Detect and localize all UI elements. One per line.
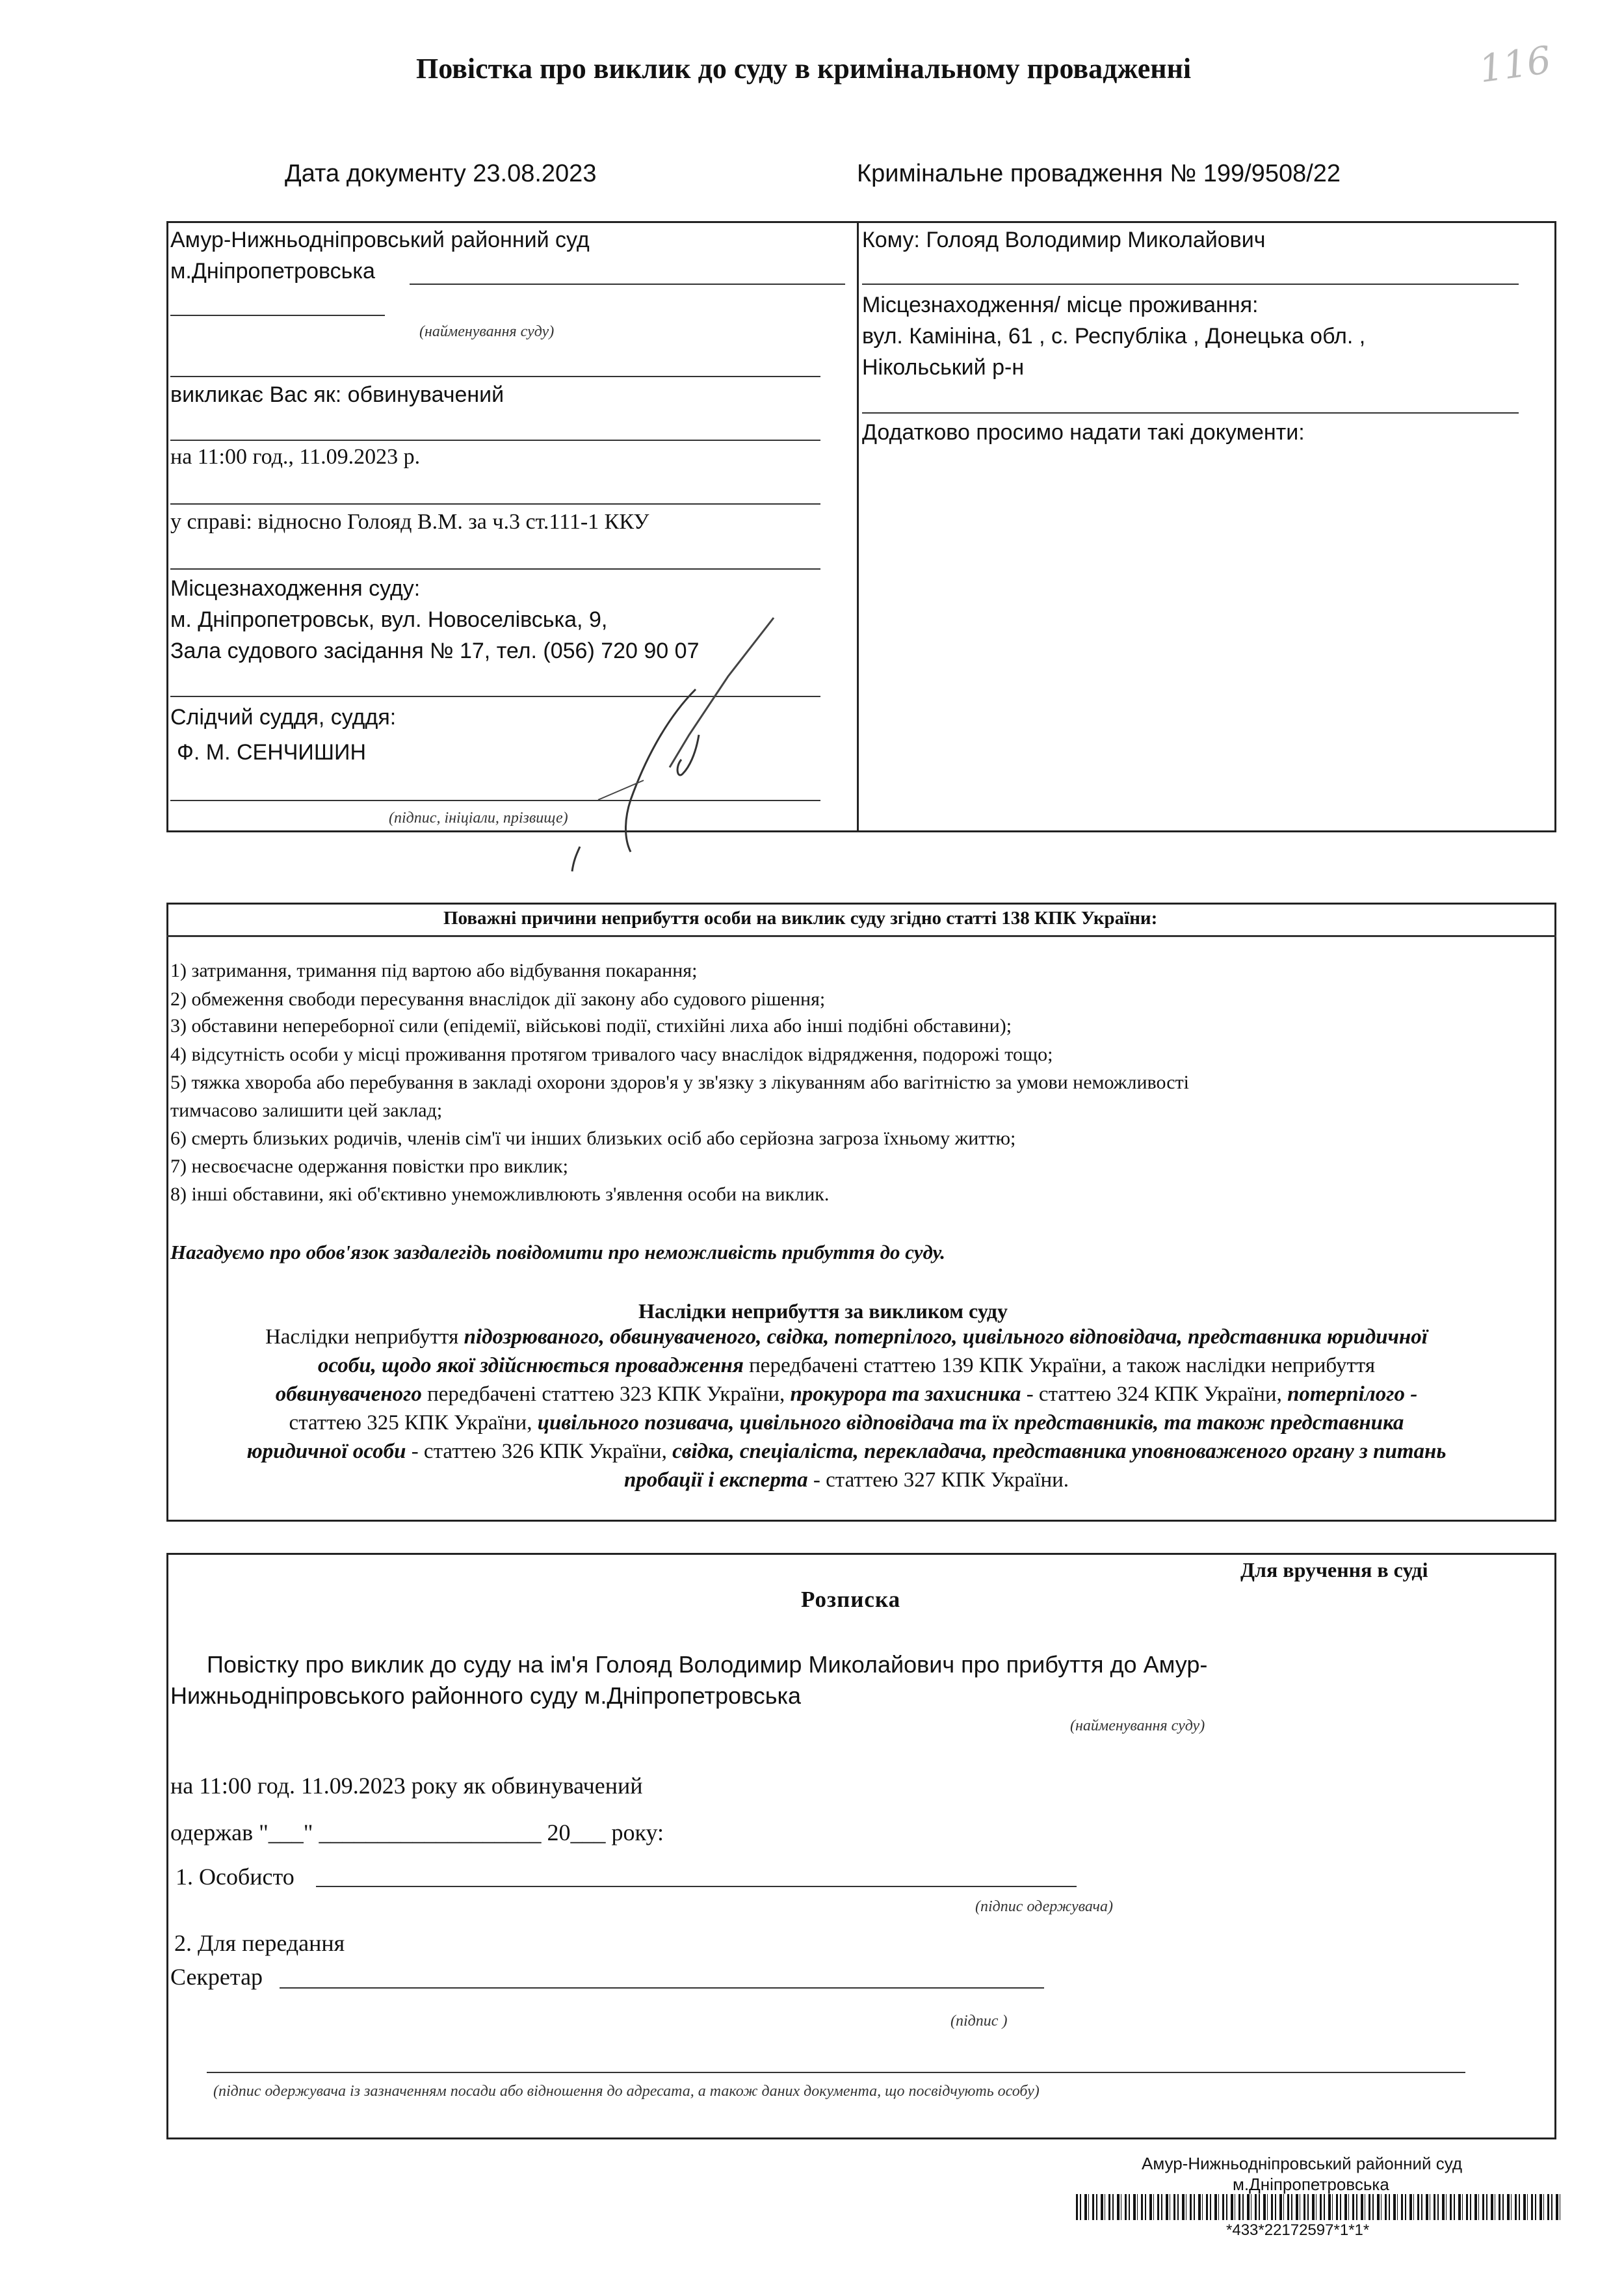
court-location-label: Місцезнаходження суду: [170, 576, 421, 601]
judge-label: Слідчий суддя, суддя: [170, 705, 397, 730]
reason-item-5: 5) тяжка хвороба або перебування в закладі охорони здоров'я у зв'язку з лікуванням або вагітністю за умови неможливості [170, 1072, 1189, 1093]
recipient-address-label: Місцезнаходження/ місце проживання: [862, 293, 1259, 317]
recipient-name: Кому: Голояд Володимир Миколайович [862, 228, 1266, 252]
consequences-prosecutor: прокурора та захисника [790, 1383, 1021, 1406]
receipt-datetime: на 11:00 год. 11.09.2023 року як обвинувачений [170, 1773, 643, 1799]
consequences-line-4 [170, 1412, 1523, 1434]
consequences-text: Наслідки неприбуття [265, 1325, 464, 1349]
secretary-signature-line [280, 1987, 1044, 1989]
recipient-address: вул. Камініна, 61 , с. Республіка , Донецька обл. , [862, 324, 1366, 349]
reason-item-1: 1) затримання, тримання під вартою або відбування покарання; [170, 960, 698, 981]
consequences-legal-person: юридичної особи [246, 1440, 406, 1463]
consequences-probation: пробації і експерта [623, 1468, 808, 1492]
summons-role: викликає Вас як: обвинувачений [170, 382, 504, 407]
panel-divider [857, 221, 859, 832]
secretary-signature-caption: (підпис ) [950, 2013, 1008, 2030]
judge-name: Ф. М. СЕНЧИШИН [177, 740, 366, 765]
stamp-court-name: Амур-Нижньодніпровський районний суд [1142, 2154, 1463, 2173]
consequences-line-1 [170, 1327, 1523, 1348]
court-address: м. Дніпропетровськ, вул. Новоселівська, 9, [170, 607, 608, 632]
recipient-line [862, 284, 1519, 285]
reason-item-6: 6) смерть близьких родичів, членів сім'ї чи інших близьких осіб або серйозна загроза їхньому життю; [170, 1128, 1016, 1149]
consequences-article-325: статтею 325 КПК України, [289, 1411, 538, 1435]
reason-item-8: 8) інші обставини, які об'єктивно унеможливлюють з'явлення особи на виклик. [170, 1184, 830, 1205]
reason-item-3: 3) обставини непереборної сили (епідемії, військові події, стихійні лиха або інші подібні обставини); [170, 1015, 1012, 1037]
consequences-accused: обвинуваченого [275, 1383, 422, 1406]
case-description: у справі: відносно Голояд В.М. за ч.3 ст.111-1 ККУ [170, 510, 649, 534]
hearing-datetime: на 11:00 год., 11.09.2023 р. [170, 445, 421, 469]
barcode-number: *433*22172597*1*1* [1226, 2221, 1370, 2239]
proceeding-number: Кримінальне провадження № 199/9508/22 [857, 160, 1341, 187]
reason-item-5-cont: тимчасово залишити цей заклад; [170, 1100, 443, 1121]
court-caption-line [170, 376, 820, 377]
receipt-secretary: Секретар [170, 1964, 263, 1990]
case-line [170, 568, 820, 570]
receipt-footer-line [207, 2072, 1465, 2073]
consequences-article-327: - статтею 327 КПК України. [807, 1468, 1069, 1492]
receipt-box [166, 1553, 1556, 2139]
reasons-heading-rule [166, 935, 1556, 937]
receipt-court-caption: (найменування суду) [1070, 1717, 1205, 1734]
court-name-underline-2 [170, 315, 385, 316]
summons-role-line [170, 440, 820, 441]
reason-item-7: 7) несвоєчасне одержання повістки про виклик; [170, 1156, 568, 1177]
consequences-article-326: - статтею 326 КПК України, [406, 1440, 673, 1463]
personally-signature-line [316, 1886, 1077, 1887]
reasons-heading: Поважні причини неприбуття особи на виклик суду згідно статті 138 КПК України: [443, 908, 1158, 929]
documents-request: Додатково просимо надати такі документи: [862, 420, 1305, 445]
courtroom-phone: Зала судового засідання № 17, тел. (056) 720 90 07 [170, 639, 700, 663]
consequences-article-324: - статтею 324 КПК України, [1021, 1383, 1288, 1406]
stamp-court-city: м.Дніпропетровська [1233, 2175, 1389, 2194]
document-date: Дата документу 23.08.2023 [285, 160, 597, 187]
receipt-for-transfer: 2. Для передання [174, 1930, 345, 1956]
receipt-footer-caption: (підпис одержувача із зазначенням посади або відношення до адресата, а також даних документа, що посвідчують особу) [213, 2083, 1040, 2100]
consequences-heading: Наслідки неприбуття за викликом суду [638, 1299, 1008, 1323]
signature-caption: (підпис, ініціали, прізвище) [389, 810, 568, 827]
receipt-received-date: одержав "___" ___________________ 20___ року: [170, 1819, 664, 1846]
consequences-line-6 [170, 1470, 1523, 1491]
consequences-line-2 [170, 1355, 1523, 1377]
consequences-witness: свідка, спеціаліста, перекладача, представника уповноваженого органу з питань [672, 1440, 1447, 1463]
corner-handwritten-mark: 116 [1476, 37, 1554, 92]
reason-item-2: 2) обмеження свободи пересування внаслідок дії закону або судового рішення; [170, 988, 826, 1010]
consequences-line-3 [170, 1384, 1523, 1405]
consequences-civil-parties: цивільного позивача, цивільного відповідача та їх представників, та також представника [537, 1411, 1404, 1435]
address-line [862, 412, 1519, 414]
receipt-summons-line-1: Повістку про виклик до суду на ім'я Голояд Володимир Миколайович про прибуття до Амур- [207, 1651, 1208, 1678]
consequences-persons: підозрюваного, обвинуваченого, свідка, потерпілого, цивільного відповідача, представника юридичної [464, 1325, 1428, 1349]
document-title: Повістка про виклик до суду в кримінальному провадженні [416, 53, 1192, 85]
judge-signature [533, 605, 806, 878]
court-name: Амур-Нижньодніпровський районний суд [170, 228, 590, 252]
receipt-personally: 1. Особисто [176, 1864, 295, 1890]
reason-item-4: 4) відсутність особи у місці проживання протягом тривалого часу внаслідок відрядження, подорожі тощо; [170, 1044, 1053, 1065]
consequences-article-139: передбачені статтею 139 КПК України, а також наслідки неприбуття [743, 1354, 1376, 1377]
receipt-title: Розписка [801, 1587, 901, 1612]
consequences-line-5 [170, 1441, 1523, 1462]
receipt-summons-line-2: Нижньодніпровського районного суду м.Дніпропетровська [170, 1682, 802, 1709]
consequences-legal-entity: особи, щодо якої здійснюється провадження [317, 1354, 744, 1377]
document-barcode [1076, 2194, 1560, 2220]
court-name-underline [410, 284, 845, 285]
court-caption: (найменування суду) [419, 323, 555, 340]
recipient-district: Нікольський р-н [862, 355, 1025, 380]
court-city: м.Дніпропетровська [170, 259, 375, 284]
consequences-victim: потерпілого - [1287, 1383, 1418, 1406]
recipient-signature-caption: (підпис одержувача) [975, 1898, 1113, 1915]
for-court-delivery: Для вручення в суді [1240, 1558, 1428, 1581]
hearing-datetime-line [170, 503, 820, 505]
reminder-note: Нагадуємо про обов'язок заздалегідь повідомити про неможливість прибуття до суду. [170, 1241, 946, 1264]
consequences-article-323: передбачені статтею 323 КПК України, [421, 1383, 791, 1406]
